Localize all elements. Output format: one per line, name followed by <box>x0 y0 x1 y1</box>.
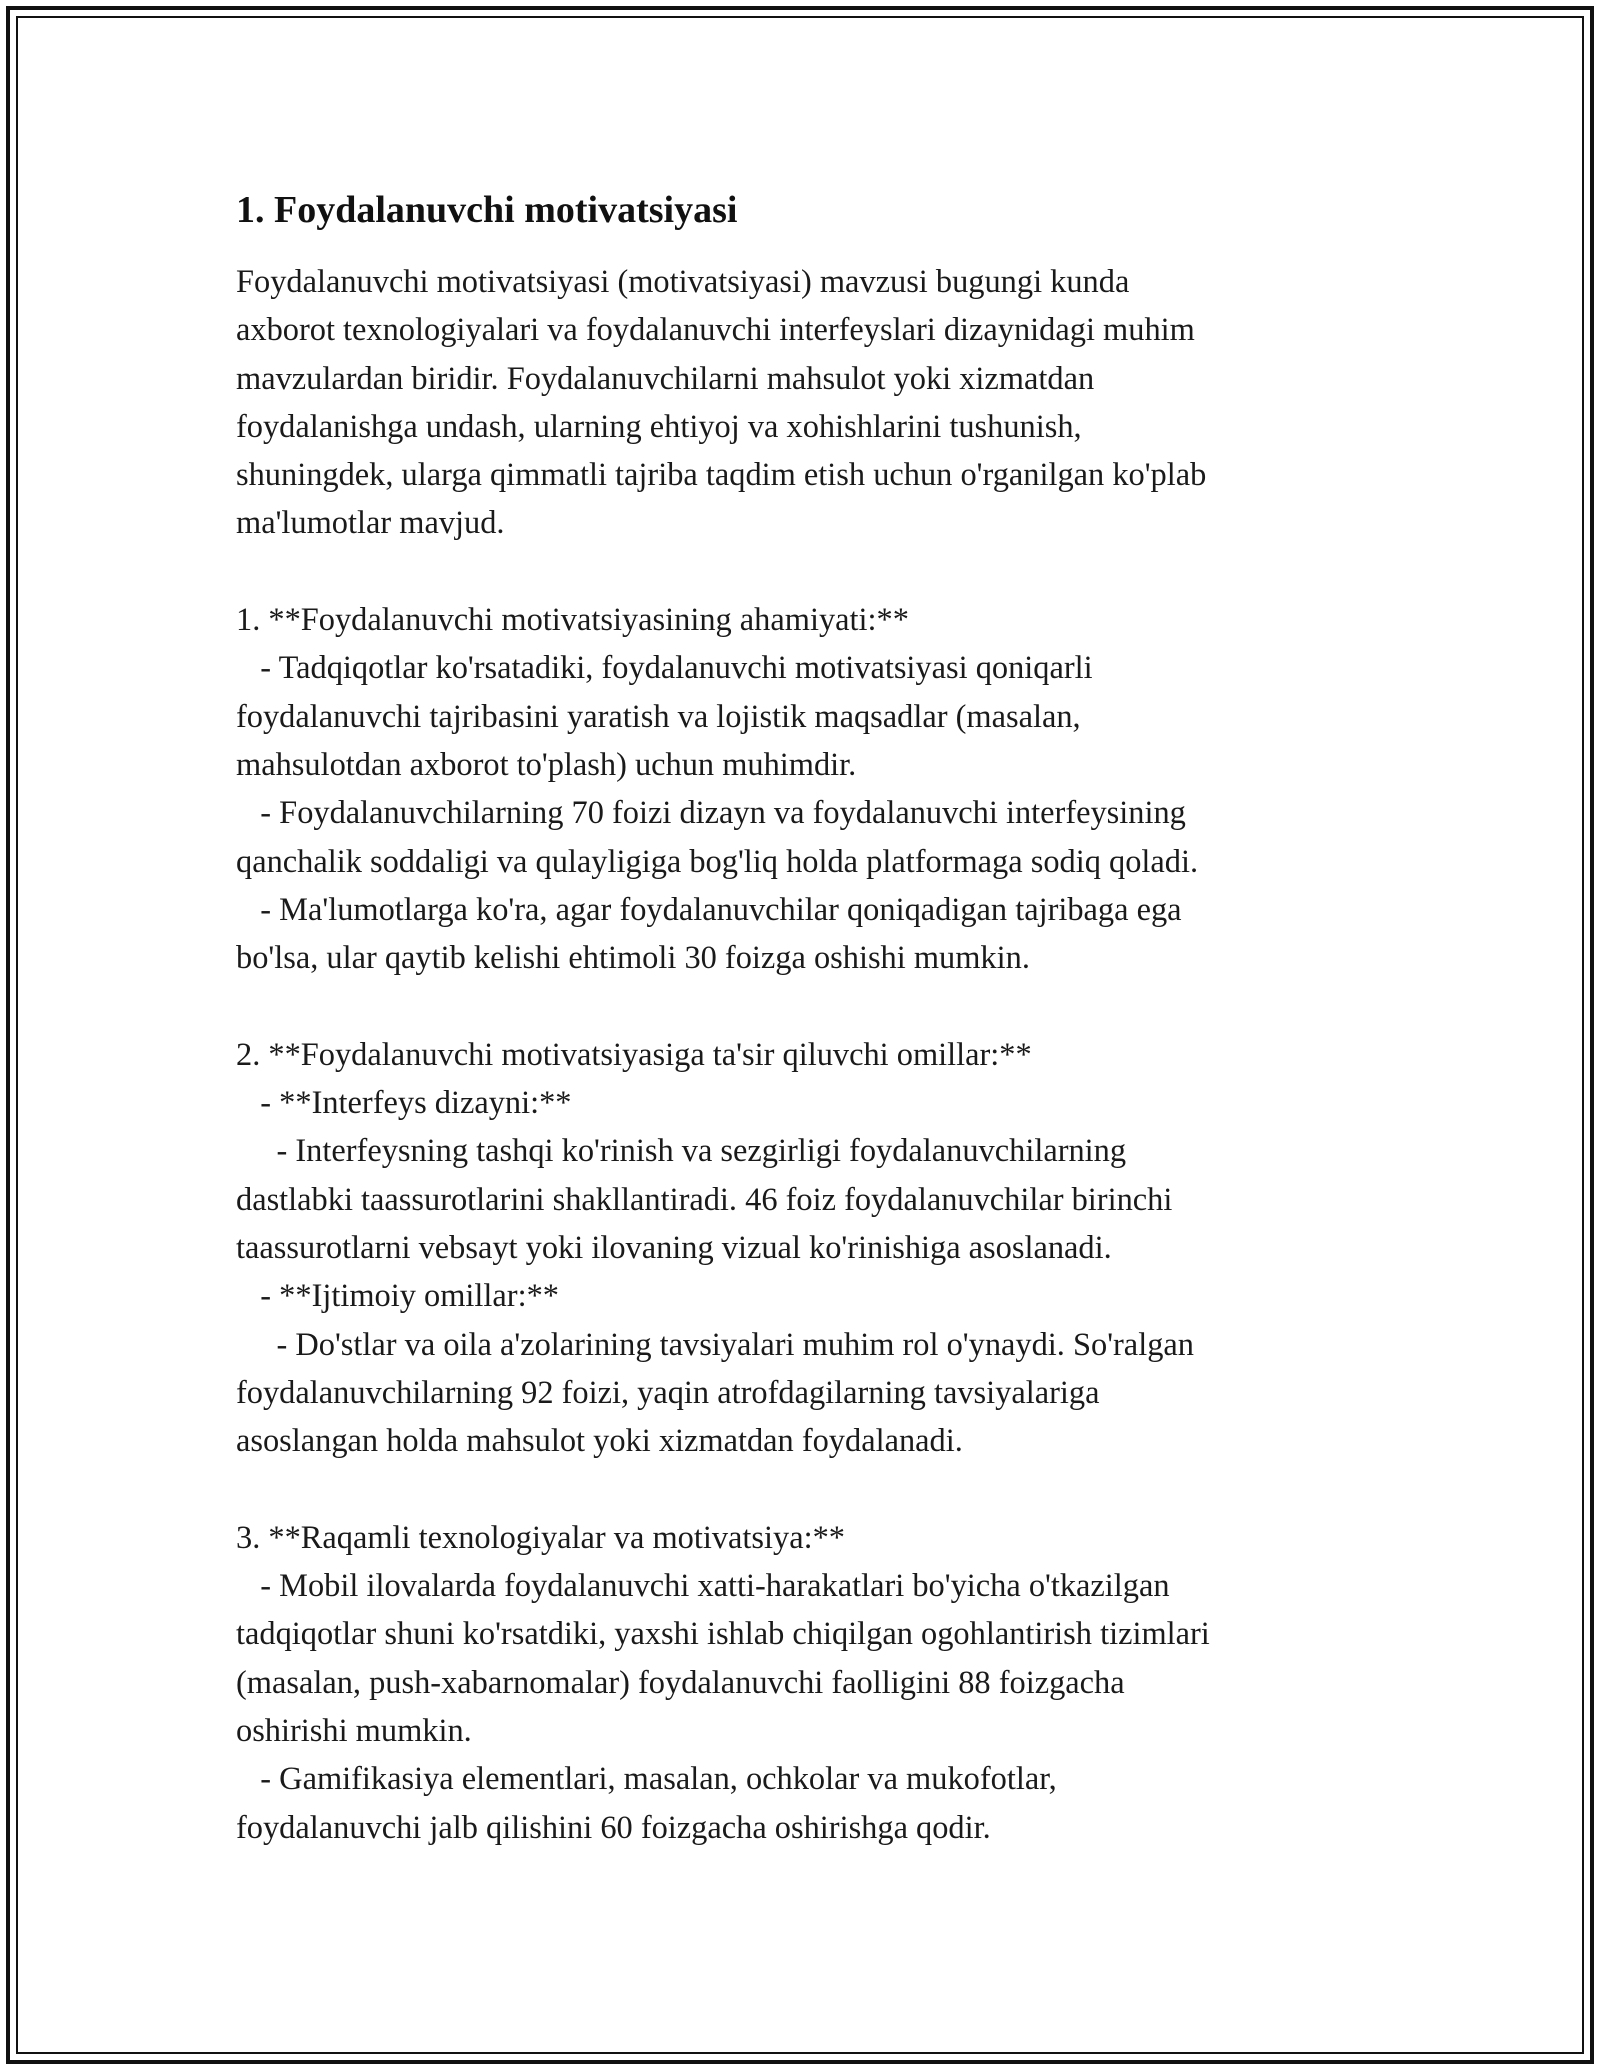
document-body <box>236 186 1366 1852</box>
paragraph-spacer <box>236 982 1366 1030</box>
section-factors: 2. **Foydalanuvchi motivatsiyasiga ta'sir qiluvchi omillar:** - **Interfeys dizayni:** - Interfeysning tashqi ko'rinish va sezgirligi foydalanuvchilarning dastlabki taassurotlarini shakllantiradi. 46 foiz foydalanuvchilar birinchi taassurotlarni vebsayt yoki ilovaning vizual ko'rinishiga asoslanadi. - **Ijtimoiy omillar:** - Do'stlar va oila a'zolarining tavsiyalari muhim rol o'ynaydi. So'ralgan foydalanuvchilarning 92 foizi, yaqin atrofdagilarning tavsiyalariga asoslangan holda mahsulot yoki xizmatdan foydalanadi. <box>236 1036 1194 1460</box>
intro-paragraph: Foydalanuvchi motivatsiyasi (motivatsiyasi) mavzusi bugungi kunda axborot texnologiyalari va foydalanuvchi interfeyslari dizaynidagi muhim mavzulardan biridir. Foydalanuvchilarni mahsulot yoki xizmatdan foydalanishga undash, ularning ehtiyoj va xohishlarini tushunish, shuningdek, ularga qimmatli tajriba taqdim etish uchun o'rganilgan ko'plab ma'lumotlar mavjud. <box>236 264 1207 542</box>
paragraph-spacer <box>236 1465 1366 1513</box>
section-importance: 1. **Foydalanuvchi motivatsiyasining ahamiyati:** - Tadqiqotlar ko'rsatadiki, foydalanuvchi motivatsiyasi qoniqarli foydalanuvchi tajribasini yaratish va lojistik maqsadlar (masalan, mahsulotdan axborot to'plash) uchun muhimdir. - Foydalanuvchilarning 70 foizi dizayn va foydalanuvchi interfeysining qanchalik soddaligi va qulayligiga bog'liq holda platformaga sodiq qoladi. - Ma'lumotlarga ko'ra, agar foydalanuvchilar qoniqadigan tajribaga ega bo'lsa, ular qaytib kelishi ehtimoli 30 foizga oshishi mumkin. <box>236 602 1199 977</box>
document-title: 1. Foydalanuvchi motivatsiyasi <box>236 189 738 231</box>
paragraph-spacer <box>236 548 1366 596</box>
section-digital-technologies: 3. **Raqamli texnologiyalar va motivatsiya:** - Mobil ilovalarda foydalanuvchi xatti-harakatlari bo'yicha o'tkazilgan tadqiqotlar shuni ko'rsatdiki, yaxshi ishlab chiqilgan ogohlantirish tizimlari (masalan, push-xabarnomalar) foydalanuvchi faolligini 88 foizgacha oshirishi mumkin. - Gamifikasiya elementlari, masalan, ochkolar va mukofotlar, foydalanuvchi jalb qilishini 60 foizgacha oshirishga qodir. <box>236 1519 1210 1846</box>
